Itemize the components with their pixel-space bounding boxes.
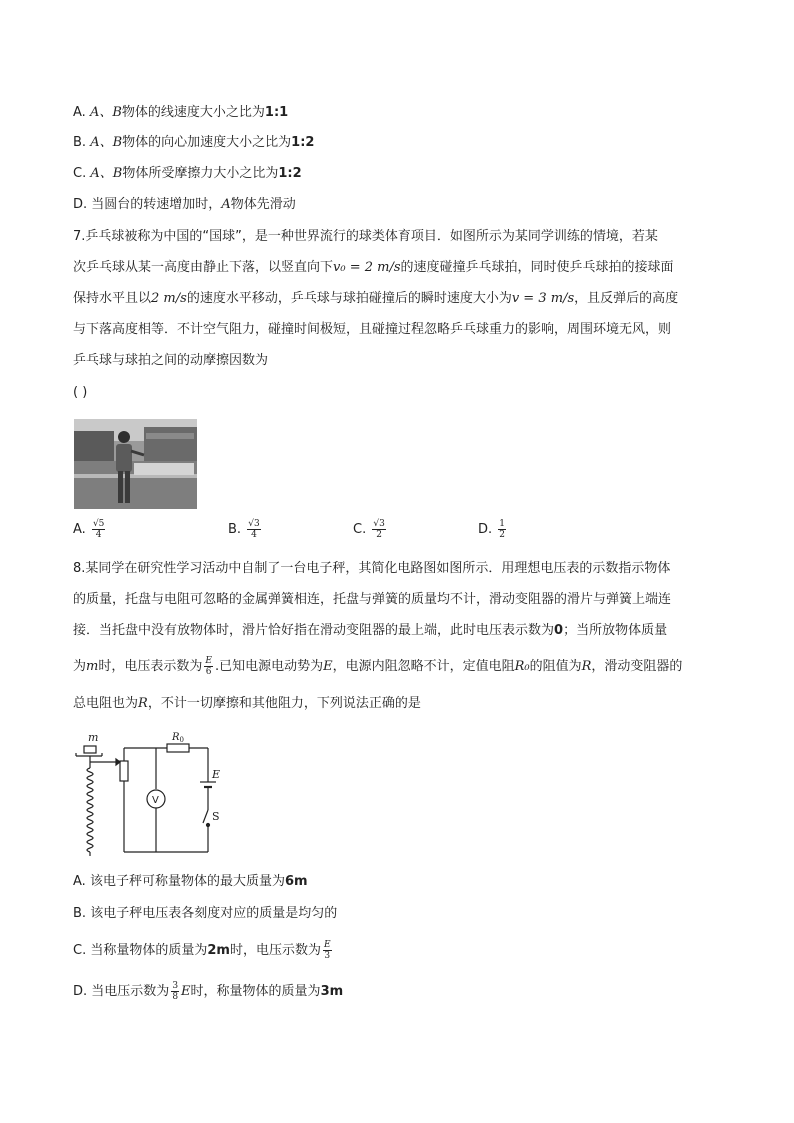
emf-label: E [212, 768, 221, 781]
option-text: 当圆台的转速增加时， [91, 197, 222, 212]
q7-math: v = 3 m/s [511, 291, 575, 306]
q6-option-a [73, 104, 288, 122]
option-text: 物体的向心加速度大小之比为 [122, 135, 292, 150]
q7-text: 的速度水平移动，乒乓球与球拍碰撞后的瞬时速度大小为 [186, 291, 512, 306]
option-subject: A、B [89, 105, 122, 120]
option-ratio: 1:2 [278, 166, 302, 181]
q8-stem-line-1 [73, 560, 670, 578]
q7-stem-line-3 [73, 290, 678, 308]
switch-label: S [212, 810, 220, 823]
q6-option-c [73, 165, 302, 183]
option-text: 时，称量物体的质量为 [190, 984, 321, 999]
option-value: 3m [320, 984, 344, 999]
spring [87, 768, 93, 852]
option-label: D. [73, 984, 88, 999]
q7-text: 乒乓球与球拍之间的动摩擦因数为 [73, 353, 269, 368]
q8-text: .已知电源电动势为 [214, 659, 324, 674]
option-subject: A [221, 197, 231, 212]
q8-math: R [581, 659, 592, 674]
q8-math: E [323, 659, 333, 674]
option-label: A. [73, 874, 86, 889]
q7-text: 次乒乓球从某一高度由静止下落，以竖直向下 [73, 260, 334, 275]
q7-stem-line-2 [73, 259, 674, 277]
q7-text: 与下落高度相等．不计空气阻力，碰撞时间极短，且碰撞过程忽略乒乓球重力的影响，周围环境无风，则 [73, 322, 672, 337]
option-fraction [171, 981, 179, 1002]
q6-option-b [73, 134, 314, 152]
option-label: B. [73, 906, 87, 921]
rheostat [120, 761, 128, 781]
denominator: 8 [172, 992, 179, 1002]
option-text: 该电子秤可称量物体的最大质量为 [89, 874, 285, 889]
q8-math: R [138, 696, 148, 711]
option-ratio: 1:1 [264, 105, 289, 120]
r0-symbol: R [172, 732, 180, 743]
q8-option-a [73, 873, 308, 891]
option-label: B. [228, 522, 242, 537]
q7-math: v₀ = 2 m/s [333, 260, 401, 275]
numerator: √5 [92, 519, 105, 529]
q8-stem-line-5 [73, 695, 421, 713]
option-math: E [181, 984, 191, 999]
option-text: 物体先滑动 [230, 197, 296, 212]
option-text: 当电压示数为 [91, 984, 170, 999]
q8-text: 时，电压表示数为 [98, 659, 203, 674]
q7-option-d [478, 519, 508, 540]
option-fraction [372, 519, 385, 540]
option-label: D. [73, 197, 88, 212]
switch [203, 810, 208, 823]
q7-stem-line-1 [73, 228, 658, 246]
option-text: 物体的线速度大小之比为 [121, 105, 265, 120]
q7-text: 保持水平且以 [73, 291, 152, 306]
paren-text: ( ) [73, 385, 88, 400]
option-label: A. [73, 522, 86, 537]
q7-option-a [73, 519, 107, 540]
q8-text: 接．当托盘中没有放物体时，滑片恰好指在滑动变阻器的最上端，此时电压表示数为 [73, 623, 555, 638]
q8-stem-line-3 [73, 622, 667, 640]
q8-text: ；当所放物体质量 [563, 623, 668, 638]
option-label: B. [73, 135, 87, 150]
q6-option-d [73, 196, 296, 214]
option-label: C. [73, 943, 87, 958]
denominator: 4 [95, 530, 102, 540]
q8-stem-line-4 [73, 656, 682, 677]
q7-text: ，且反弹后的高度 [574, 291, 679, 306]
table-tennis-photo [74, 419, 197, 509]
option-value: 6m [284, 874, 308, 889]
option-label: A. [73, 105, 86, 120]
q7-text: 7.乒乓球被称为中国的“国球”，是一种世界流行的球类体育项目．如图所示为某同学训练的情境，若某 [73, 229, 658, 244]
circuit-diagram [72, 728, 232, 856]
voltmeter-label: V [152, 795, 159, 806]
resistor-r0 [167, 744, 189, 752]
option-fraction [498, 519, 506, 540]
q8-text: ，电源内阻忽略不计，定值电阻 [332, 659, 515, 674]
numerator: E [323, 940, 331, 950]
option-subject: A、B [90, 135, 123, 150]
q8-math: 0 [554, 623, 564, 638]
q8-option-b [73, 905, 337, 923]
q8-option-d [73, 981, 343, 1002]
q8-text: ，不计一切摩擦和其他阻力，下列说法正确的是 [147, 696, 421, 711]
q7-answer-parentheses [73, 384, 87, 402]
option-text: 该电子秤电压表各刻度对应的质量是均匀的 [90, 906, 338, 921]
numerator: √3 [373, 519, 385, 529]
denominator: 2 [499, 530, 506, 540]
option-fraction [92, 519, 105, 540]
option-ratio: 1:2 [291, 135, 315, 150]
option-text: 时，电压示数为 [229, 943, 321, 958]
option-label: C. [73, 166, 87, 181]
tray [84, 746, 96, 753]
denominator: 4 [251, 530, 257, 540]
q8-fraction [204, 656, 213, 677]
q8-math: m [86, 659, 99, 674]
denominator: 6 [205, 667, 212, 677]
numerator: √3 [248, 519, 260, 529]
q8-stem-line-2 [73, 591, 671, 609]
q7-option-b [228, 519, 263, 540]
option-text: 当称量物体的质量为 [90, 943, 208, 958]
option-value: 2m [207, 943, 230, 958]
q8-option-c [73, 940, 334, 961]
q7-text: 的速度碰撞乒乓球拍，同时使乒乓球拍的接球面 [400, 260, 674, 275]
option-label: C. [353, 522, 367, 537]
q7-stem-line-4 [73, 321, 671, 339]
q8-text: 的质量，托盘与电阻可忽略的金属弹簧相连，托盘与弹簧的质量均不计，滑动变阻器的滑片与弹簧上端连 [73, 592, 672, 607]
option-label: D. [478, 522, 493, 537]
numerator: 1 [499, 519, 506, 529]
q7-stem-line-5 [73, 352, 268, 370]
q7-math: 2 m/s [151, 291, 187, 306]
option-fraction [323, 940, 332, 961]
option-subject: A、B [90, 166, 123, 181]
numerator: 3 [172, 981, 179, 991]
q8-text: 的阻值为 [529, 659, 582, 674]
q8-math: R₀ [514, 659, 530, 674]
r0-subscript: 0 [179, 736, 184, 744]
mass-label: m [88, 731, 99, 744]
numerator: E [205, 656, 212, 666]
q8-text: ，滑动变阻器的 [591, 659, 683, 674]
q8-text: 8.某同学在研究性学习活动中自制了一台电子秤，其简化电路图如图所示．用理想电压表的示数指示物体 [73, 561, 671, 576]
q8-text: 总电阻也为 [73, 696, 139, 711]
denominator: 3 [324, 951, 331, 961]
denominator: 2 [376, 530, 382, 540]
option-fraction [247, 519, 260, 540]
option-text: 物体所受摩擦力大小之比为 [122, 166, 279, 181]
r0-label [171, 732, 184, 744]
q8-text: 为 [73, 659, 87, 674]
q7-option-c [353, 519, 388, 540]
